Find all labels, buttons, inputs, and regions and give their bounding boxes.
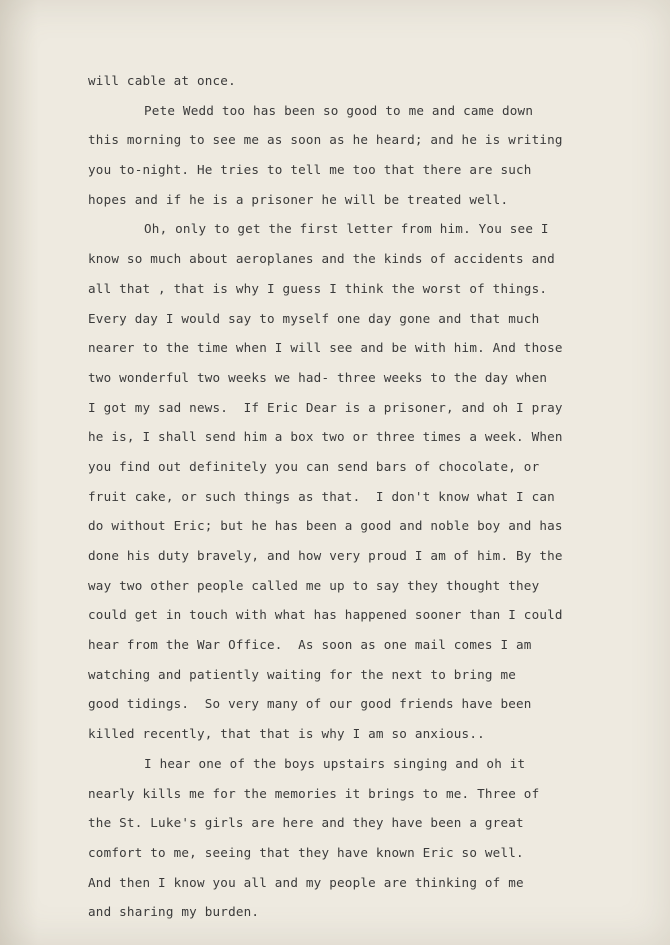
letter-line: know so much about aeroplanes and the kinds of accidents and <box>88 251 555 267</box>
letter-line: this morning to see me as soon as he heard; and he is writing <box>88 132 563 148</box>
letter-line: watching and patiently waiting for the next to bring me <box>88 666 517 682</box>
letter-line: comfort to me, seeing that they have known Eric so well. <box>88 844 524 860</box>
letter-line: killed recently, that that is why I am so anxious.. <box>88 726 485 742</box>
letter-line: And then I know you all and my people are thinking of me <box>88 874 524 890</box>
letter-line: the St. Luke's girls are here and they have been a great <box>88 815 524 831</box>
letter-line: do without Eric; but he has been a good and noble boy and has <box>88 518 563 534</box>
letter-line: good tidings. So very many of our good friends have been <box>88 696 532 712</box>
letter-line: Every day I would say to myself one day gone and that much <box>88 310 540 326</box>
letter-line: nearly kills me for the memories it brings to me. Three of <box>88 785 540 801</box>
letter-line: could get in touch with what has happened sooner than I could <box>88 607 563 623</box>
letter-line: I got my sad news. If Eric Dear is a prisoner, and oh I pray <box>88 399 563 415</box>
letter-body <box>88 66 648 927</box>
letter-line: you find out definitely you can send bars of chocolate, or <box>88 458 540 474</box>
letter-line: will cable at once. <box>88 73 236 88</box>
letter-line: hopes and if he is a prisoner he will be treated well. <box>88 191 509 207</box>
letter-line: Oh, only to get the first letter from him. You see I <box>144 221 549 237</box>
letter-line: nearer to the time when I will see and be with him. And those <box>88 340 563 356</box>
letter-line: Pete Wedd too has been so good to me and came down <box>144 102 534 118</box>
letter-line: and sharing my burden. <box>88 904 260 920</box>
letter-line: way two other people called me up to say they thought they <box>88 577 540 593</box>
letter-line: I hear one of the boys upstairs singing and oh it <box>144 755 526 771</box>
letter-line: done his duty bravely, and how very proud I am of him. By the <box>88 548 563 563</box>
letter-line: you to-night. He tries to tell me too that there are such <box>88 162 532 178</box>
letter-line: two wonderful two weeks we had- three weeks to the day when <box>88 369 548 385</box>
letter-line: fruit cake, or such things as that. I don't know what I can <box>88 488 555 504</box>
letter-line: hear from the War Office. As soon as one mail comes I am <box>88 637 532 653</box>
letter-line: all that , that is why I guess I think the worst of things. <box>88 280 548 296</box>
letter-line: he is, I shall send him a box two or three times a week. When <box>88 429 563 445</box>
